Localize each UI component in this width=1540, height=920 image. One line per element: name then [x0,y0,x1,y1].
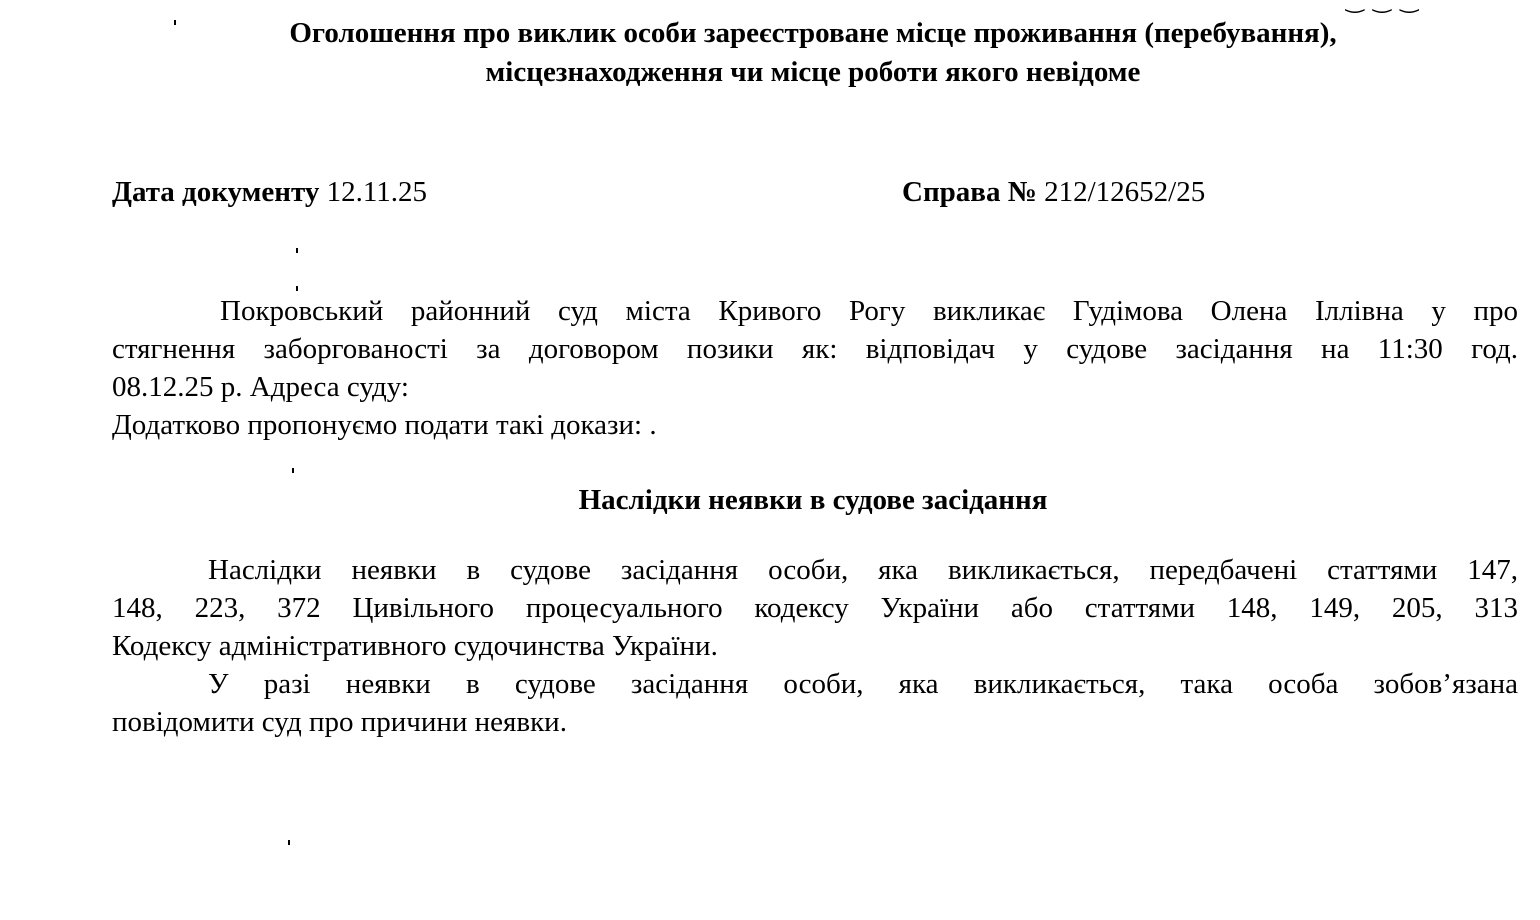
scan-speck [288,840,290,845]
summons-line-1: Покровський районний суд міста Кривого Рогу викликає Гудімова Олена Іллівна у про [220,295,1518,327]
consequences-heading: Наслідки неявки в судове засідання [578,484,1048,516]
summons-line-3: 08.12.25 р. Адреса суду: [112,371,409,403]
consequences-p1-line-2: 148, 223, 372 Цивільного процесуального кодексу України або статтями 148, 149, 205, 313 [112,592,1518,624]
document-date-label: Дата документу [112,176,320,208]
consequences-paragraph [112,551,1518,741]
document-title-line-1: Оголошення про виклик особи зареєстроване місце проживання (перебування), [289,17,1337,49]
document-date [112,172,427,212]
scan-speck [174,20,176,25]
summons-paragraph [112,292,1518,444]
case-number-value: 212/12652/25 [1044,176,1206,208]
case-number-label: Справа № [902,176,1037,208]
case-number [902,172,1205,212]
document-date-value: 12.11.25 [326,176,428,208]
scan-speck [292,468,294,473]
document-title-line-2: місцезнаходження чи місце роботи якого невідоме [485,56,1141,88]
consequences-p1-line-3: Кодексу адміністративного судочинства України. [112,630,718,662]
scan-speck [296,286,298,291]
summons-line-2: стягнення заборгованості за договором позики як: відповідач у судове засідання на 11:30 год. [112,333,1518,365]
summons-line-4: Додатково пропонуємо подати такі докази: . [112,409,657,441]
consequences-p1-line-1: Наслідки неявки в судове засідання особи, яка викликається, передбачені статтями 147, [208,554,1518,586]
consequences-p2-line-2: повідомити суд про причини неявки. [112,706,567,738]
scan-speck [296,248,298,253]
consequences-p2-line-1: У разі неявки в судове засідання особи, яка викликається, така особа зобов’язана [208,668,1518,700]
document-title [110,14,1516,92]
scan-artifact: ‿ ‿ ‿ [1345,0,1420,13]
